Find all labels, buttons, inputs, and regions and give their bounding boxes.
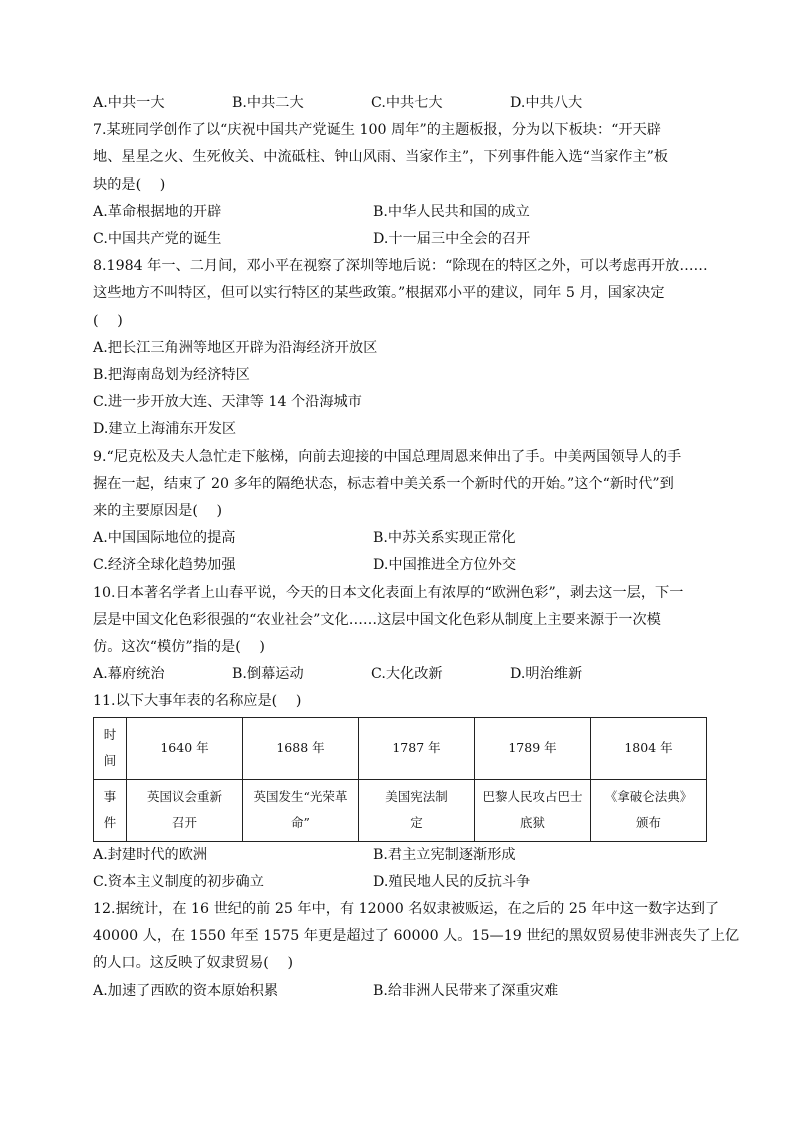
q7-stem-line: 块的是( ) bbox=[93, 176, 166, 193]
q12-stem-line: 40000 人，在 1550 年至 1575 年更是超过了 60000 人。15—19 世纪的黑奴贸易使非洲丧失了上亿 bbox=[93, 928, 740, 945]
q9-option-c: C.经济全球化趋势加强 bbox=[93, 557, 236, 574]
q11-options-row bbox=[93, 869, 709, 896]
time-label-cell bbox=[94, 717, 127, 779]
q10-option-b: B.倒幕运动 bbox=[232, 666, 304, 683]
q9-stem-line: 握在一起，结束了 20 多年的隔绝状态，标志着中美关系一个新时代的开始。”这个“新时代”到 bbox=[93, 475, 674, 492]
event-text: 颁布 bbox=[635, 815, 661, 831]
event-text: 《拿破仑法典》 bbox=[604, 789, 693, 805]
q8-option-c: C.进一步开放大连、天津等 14 个沿海城市 bbox=[93, 394, 362, 411]
question-11 bbox=[93, 688, 709, 896]
q7-option-b: B.中华人民共和国的成立 bbox=[373, 203, 530, 220]
q10-stem-line: 仿。这次“模仿”指的是( ) bbox=[93, 639, 265, 656]
q10-option-c: C.大化改新 bbox=[371, 666, 443, 683]
q10-options-row bbox=[93, 661, 709, 688]
q10-stem-line: 层是中国文化色彩很强的“农业社会”文化……这层中国文化色彩从制度上主要来源于一次模 bbox=[93, 611, 661, 628]
q12-options-row bbox=[93, 978, 709, 1005]
q11-option-d: D.殖民地人民的反抗斗争 bbox=[373, 873, 531, 890]
q7-options-row bbox=[93, 199, 709, 226]
q10-option-a: A.幕府统治 bbox=[93, 666, 165, 683]
q7-stem-line: 地、星星之火、生死攸关、中流砥柱、钟山风雨、当家作主”，下列事件能入选“当家作主”板 bbox=[93, 149, 669, 166]
q10-stem-line: 10.日本著名学者上山春平说，今天的日本文化表面上有浓厚的“欧洲色彩”，剥去这一层，下一 bbox=[93, 584, 684, 601]
q9-stem-line: 来的主要原因是( ) bbox=[93, 503, 223, 520]
q8-option-b: B.把海南岛划为经济特区 bbox=[93, 367, 250, 384]
q11-stem-line: 11.以下大事年表的名称应是( ) bbox=[93, 693, 302, 710]
year-cell: 1688 年 bbox=[243, 717, 359, 779]
time-label-char: 间 bbox=[103, 753, 117, 769]
q6-option-a: A.中共一大 bbox=[93, 95, 165, 111]
q9-options-row bbox=[93, 525, 709, 552]
q12-stem-line: 12.据统计，在 16 世纪的前 25 年中，有 12000 名奴隶被贩运，在之后的 25 年中这一数字达到了 bbox=[93, 901, 720, 918]
event-cell bbox=[591, 779, 707, 841]
q9-option-b: B.中苏关系实现正常化 bbox=[373, 530, 516, 547]
event-label-char: 件 bbox=[103, 815, 117, 831]
event-cell bbox=[475, 779, 591, 841]
q7-option-d: D.十一届三中全会的召开 bbox=[373, 231, 531, 248]
q7-stem-line: 7.某班同学创作了以“庆祝中国共产党诞生 100 周年”的主题板报，分为以下板块：“开天辟 bbox=[93, 122, 661, 139]
q9-option-d: D.中国推进全方位外交 bbox=[373, 557, 517, 574]
q8-option-d: D.建立上海浦东开发区 bbox=[93, 421, 237, 438]
event-text: 巴黎人民攻占巴士 bbox=[482, 789, 583, 805]
q7-options-row bbox=[93, 226, 709, 253]
exam-page bbox=[93, 90, 740, 1005]
q6-option-d: D.中共八大 bbox=[510, 95, 583, 111]
q10-option-d: D.明治维新 bbox=[510, 666, 583, 683]
q6-option-b: B.中共二大 bbox=[232, 95, 304, 111]
time-label-char: 时 bbox=[103, 727, 117, 743]
event-cell bbox=[359, 779, 475, 841]
event-text: 英国发生“光荣革 bbox=[253, 789, 348, 805]
question-8 bbox=[93, 253, 709, 443]
q6-option-c: C.中共七大 bbox=[371, 95, 443, 111]
q8-stem-line: ( ) bbox=[93, 312, 123, 329]
q7-option-a: A.革命根据地的开辟 bbox=[93, 203, 222, 220]
q11-options-row bbox=[93, 842, 709, 869]
q6-options bbox=[93, 90, 709, 117]
q11-option-a: A.封建时代的欧洲 bbox=[93, 846, 208, 863]
q9-options-row bbox=[93, 552, 709, 579]
table-row-events bbox=[94, 779, 707, 841]
q8-stem-line: 这些地方不叫特区，但可以实行特区的某些政策。”根据邓小平的建议，同年 5 月，国家决定 bbox=[93, 285, 665, 302]
event-text: 美国宪法制 bbox=[385, 789, 448, 805]
q12-option-a: A.加速了西欧的资本原始积累 bbox=[93, 982, 279, 999]
event-text: 底狱 bbox=[519, 815, 545, 831]
year-cell: 1640 年 bbox=[127, 717, 243, 779]
q11-option-c: C.资本主义制度的初步确立 bbox=[93, 873, 264, 890]
year-cell: 1804 年 bbox=[591, 717, 707, 779]
event-text: 召开 bbox=[171, 815, 197, 831]
year-cell: 1789 年 bbox=[475, 717, 591, 779]
question-12 bbox=[93, 896, 740, 1005]
question-9 bbox=[93, 444, 709, 580]
q8-stem-line: 8.1984 年一、二月间，邓小平在视察了深圳等地后说：“除现在的特区之外，可以考虑再开放…… bbox=[93, 258, 708, 275]
table-row-years bbox=[94, 717, 707, 779]
year-cell: 1787 年 bbox=[359, 717, 475, 779]
q11-option-b: B.君主立宪制逐渐形成 bbox=[373, 846, 516, 863]
event-label-cell bbox=[94, 779, 127, 841]
q9-option-a: A.中国国际地位的提高 bbox=[93, 530, 236, 547]
question-10 bbox=[93, 580, 709, 689]
q9-stem-line: 9.“尼克松及夫人急忙走下舷梯，向前去迎接的中国总理周恩来伸出了手。中美两国领导人的手 bbox=[93, 448, 682, 465]
q12-stem-line: 的人口。这反映了奴隶贸易( ) bbox=[93, 955, 294, 972]
q7-option-c: C.中国共产党的诞生 bbox=[93, 231, 222, 248]
event-label-char: 事 bbox=[103, 789, 117, 805]
q12-option-b: B.给非洲人民带来了深重灾难 bbox=[373, 982, 559, 999]
event-cell bbox=[243, 779, 359, 841]
question-7 bbox=[93, 117, 709, 253]
event-text: 命” bbox=[291, 815, 310, 831]
event-cell bbox=[127, 779, 243, 841]
event-text: 定 bbox=[410, 815, 423, 831]
event-text: 英国议会重新 bbox=[146, 789, 222, 805]
q8-option-a: A.把长江三角洲等地区开辟为沿海经济开放区 bbox=[93, 339, 378, 356]
events-timeline-table bbox=[93, 717, 707, 842]
